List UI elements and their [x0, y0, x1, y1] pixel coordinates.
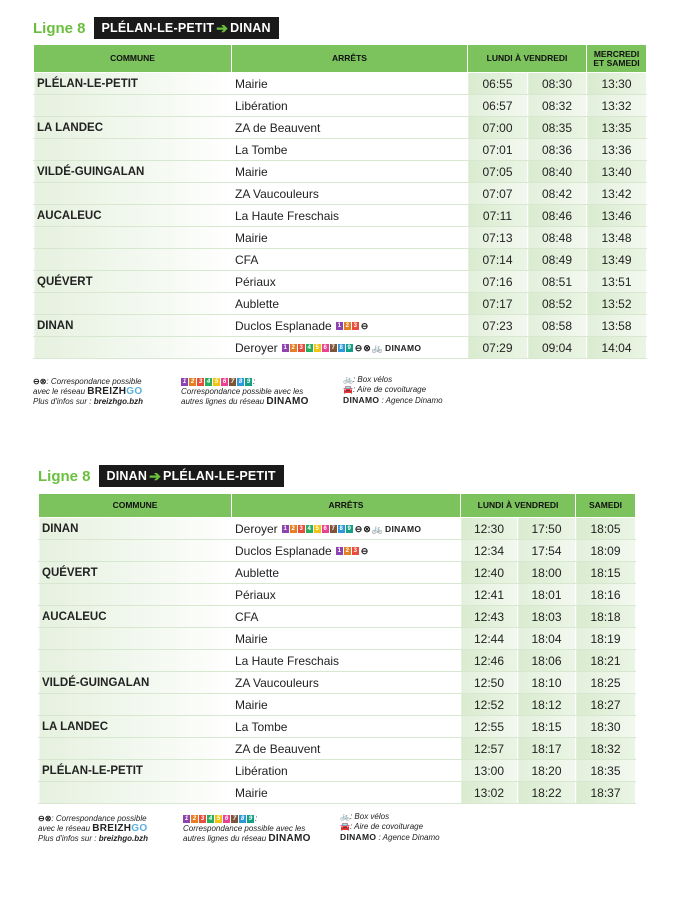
header-commune: COMMUNE [34, 45, 232, 73]
departure-time: 08:42 [528, 183, 587, 205]
legend-breizhgo: ⊖⊗: Correspondance possible avec le réseau BREIZHGO Plus d'infos sur : breizhgo.bzh [33, 377, 144, 406]
departure-time: 07:01 [468, 139, 528, 161]
commune-cell [34, 293, 232, 315]
timetable-body [34, 73, 647, 359]
breizhgo-logo: BREIZHGO [87, 386, 143, 397]
timetable-title [33, 16, 279, 40]
departure-time: 07:00 [468, 117, 528, 139]
table-row [39, 694, 636, 716]
line-chip: 7 [230, 378, 235, 385]
stop-name: Mairie [235, 785, 268, 800]
line-chip: 6 [224, 815, 229, 822]
departure-time: 18:04 [518, 628, 576, 650]
departure-time: 18:12 [518, 694, 576, 716]
legend-breizhgo: ⊖⊗: Correspondance possible avec le réseau BREIZHGO Plus d'infos sur : breizhgo.bzh [38, 814, 149, 843]
legend-services: 🚲: Box vélos 🚘: Aire de covoiturage DINAMO : Agence Dinamo [343, 375, 443, 405]
table-row [39, 760, 636, 782]
departure-time: 13:02 [461, 782, 518, 804]
legend-dinamo-lines: 1 2 3 4 5 6 7 8 9 : Correspondance possible avec les autres lignes du réseau DINAMO [181, 377, 309, 407]
line-chip: 9 [347, 345, 351, 352]
commune-cell [39, 738, 232, 760]
header-commune: COMMUNE [39, 494, 232, 518]
departure-time: 18:15 [576, 562, 636, 584]
stop-name: Deroyer [235, 521, 278, 536]
departure-time: 18:18 [576, 606, 636, 628]
departure-time: 09:04 [528, 337, 587, 359]
stop-name: CFA [235, 609, 259, 624]
commune-cell: DINAN [39, 518, 232, 540]
line-chip: 7 [331, 526, 335, 533]
departure-time: 12:43 [461, 606, 518, 628]
commune-cell: AUCALEUC [34, 205, 232, 227]
commune-cell [34, 183, 232, 205]
line-chip: 9 [347, 526, 351, 533]
line-chip: 4 [208, 815, 213, 822]
departure-time: 18:35 [576, 760, 636, 782]
line-chip: 2 [192, 815, 197, 822]
departure-time: 08:52 [528, 293, 587, 315]
stop-cell [232, 562, 461, 584]
line-chip: 9 [246, 378, 251, 385]
line-chip: 3 [200, 815, 205, 822]
departure-time: 08:35 [528, 117, 587, 139]
commune-cell: QUÉVERT [34, 271, 232, 293]
breizhgo-icon: ⊖ [360, 320, 369, 331]
departure-time: 07:29 [468, 337, 528, 359]
departure-time: 07:05 [468, 161, 528, 183]
departure-time: 12:40 [461, 562, 518, 584]
stop-name: Périaux [235, 587, 276, 602]
stop-cell [232, 694, 461, 716]
stop-name: Deroyer [235, 340, 278, 355]
stop-cell [232, 117, 468, 139]
stop-name: ZA de Beauvent [235, 120, 321, 135]
arrow-right-icon: ➔ [216, 19, 229, 36]
line-chip: 2 [345, 548, 349, 555]
departure-time: 13:00 [461, 760, 518, 782]
stop-cell [232, 738, 461, 760]
departure-time: 18:32 [576, 738, 636, 760]
stop-cell [232, 205, 468, 227]
table-row [39, 540, 636, 562]
bike-box-icon: 🚲 [371, 523, 383, 534]
timetable-table [33, 44, 647, 359]
stop-cell [232, 540, 461, 562]
stop-name: CFA [235, 252, 259, 267]
stop-name: La Haute Freschais [235, 208, 340, 223]
line-label: Ligne 8 [38, 467, 91, 485]
departure-time: 12:44 [461, 628, 518, 650]
table-row [39, 562, 636, 584]
departure-time: 12:50 [461, 672, 518, 694]
table-header-row [34, 45, 647, 73]
table-row [39, 716, 636, 738]
table-row [34, 271, 647, 293]
line-chip: 5 [214, 378, 219, 385]
line-chip: 5 [216, 815, 221, 822]
breizhgo-icon: ⊗ [363, 523, 371, 534]
stop-cell [232, 227, 468, 249]
commune-cell [34, 337, 232, 359]
departure-time: 08:32 [528, 95, 587, 117]
stop-name: Mairie [235, 230, 268, 245]
stop-name: ZA de Beauvent [235, 741, 321, 756]
table-row [34, 73, 647, 95]
stop-cell [232, 782, 461, 804]
stop-cell [232, 161, 468, 183]
commune-cell: LA LANDEC [39, 716, 232, 738]
header-period-1: LUNDI À VENDREDI [461, 494, 576, 518]
departure-time: 12:34 [461, 540, 518, 562]
stop-cell [232, 518, 461, 540]
departure-time: 18:17 [518, 738, 576, 760]
line-chip: 3 [198, 378, 203, 385]
departure-time: 17:50 [518, 518, 576, 540]
departure-time: 18:30 [576, 716, 636, 738]
table-header-row [39, 494, 636, 518]
header-period-2: MERCREDI ET SAMEDI [587, 45, 647, 73]
line-chip: 2 [291, 345, 295, 352]
departure-time: 07:13 [468, 227, 528, 249]
table-row [34, 337, 647, 359]
stop-cell [232, 293, 468, 315]
stop-cell [232, 139, 468, 161]
stop-name: La Haute Freschais [235, 653, 340, 668]
departure-time: 08:46 [528, 205, 587, 227]
commune-cell: AUCALEUC [39, 606, 232, 628]
line-chip: 6 [323, 526, 327, 533]
stop-name: La Tombe [235, 719, 288, 734]
line-chip: 7 [331, 345, 335, 352]
stop-cell [232, 249, 468, 271]
stop-cell [232, 337, 468, 359]
stop-cell [232, 672, 461, 694]
stop-name: Aublette [235, 296, 280, 311]
commune-cell [39, 628, 232, 650]
table-row [39, 782, 636, 804]
line-chip: 1 [337, 548, 341, 555]
departure-time: 07:23 [468, 315, 528, 337]
departure-time: 13:42 [587, 183, 647, 205]
departure-time: 07:16 [468, 271, 528, 293]
dinamo-agency-logo: DINAMO [343, 395, 380, 405]
stop-name: La Tombe [235, 142, 288, 157]
line-chip: 8 [238, 378, 243, 385]
route-destination: DINAN [230, 21, 271, 35]
table-row [39, 672, 636, 694]
departure-time: 13:49 [587, 249, 647, 271]
table-row [39, 518, 636, 540]
line-chip: 1 [337, 323, 341, 330]
stop-name: Libération [235, 98, 288, 113]
table-row [34, 227, 647, 249]
table-row [39, 606, 636, 628]
table-row [39, 650, 636, 672]
stop-cell [232, 315, 468, 337]
stop-name: Mairie [235, 697, 268, 712]
departure-time: 07:17 [468, 293, 528, 315]
connection-chips [282, 524, 422, 535]
connection-chips [336, 546, 369, 557]
departure-time: 18:00 [518, 562, 576, 584]
departure-time: 08:36 [528, 139, 587, 161]
departure-time: 18:01 [518, 584, 576, 606]
departure-time: 18:27 [576, 694, 636, 716]
route-origin: PLÉLAN-LE-PETIT [101, 21, 215, 35]
breizhgo-logo: BREIZHGO [92, 823, 148, 834]
departure-time: 18:09 [576, 540, 636, 562]
stop-name: Mairie [235, 631, 268, 646]
commune-cell: LA LANDEC [34, 117, 232, 139]
departure-time: 12:55 [461, 716, 518, 738]
line-label: Ligne 8 [33, 19, 86, 37]
commune-cell: VILDÉ-GUINGALAN [39, 672, 232, 694]
connection-chips [336, 321, 369, 332]
route-badge [99, 465, 284, 487]
line-chip: 6 [222, 378, 227, 385]
departure-time: 13:46 [587, 205, 647, 227]
line-chips [183, 815, 255, 823]
departure-time: 06:57 [468, 95, 528, 117]
route-badge [94, 17, 279, 39]
stop-cell [232, 73, 468, 95]
stop-cell [232, 606, 461, 628]
table-row [39, 738, 636, 760]
stop-name: Aublette [235, 565, 280, 580]
commune-cell: DINAN [34, 315, 232, 337]
line-chip: 7 [232, 815, 237, 822]
departure-time: 12:57 [461, 738, 518, 760]
line-chip: 3 [299, 345, 303, 352]
line-chip: 5 [315, 526, 319, 533]
breizhgo-icon: ⊗ [363, 342, 371, 353]
commune-cell [34, 139, 232, 161]
route-destination: PLÉLAN-LE-PETIT [163, 469, 276, 483]
bike-box-icon: 🚲 [340, 812, 350, 821]
departure-time: 18:05 [576, 518, 636, 540]
dinamo-logo: DINAMO [385, 524, 422, 535]
stop-name: Libération [235, 763, 288, 778]
departure-time: 18:20 [518, 760, 576, 782]
breizhgo-icon: ⊖⊗ [33, 377, 47, 386]
table-row [34, 183, 647, 205]
departure-time: 12:52 [461, 694, 518, 716]
line-chip: 2 [291, 526, 295, 533]
table-row [34, 139, 647, 161]
line-chip: 9 [248, 815, 253, 822]
departure-time: 08:58 [528, 315, 587, 337]
stop-cell [232, 584, 461, 606]
departure-time: 06:55 [468, 73, 528, 95]
stop-cell [232, 760, 461, 782]
line-chip: 2 [190, 378, 195, 385]
line-chip: 4 [307, 345, 311, 352]
table-row [34, 117, 647, 139]
line-chip: 2 [345, 323, 349, 330]
stop-cell [232, 650, 461, 672]
commune-cell: VILDÉ-GUINGALAN [34, 161, 232, 183]
dinamo-logo: DINAMO [268, 833, 311, 844]
departure-time: 13:32 [587, 95, 647, 117]
stop-cell [232, 716, 461, 738]
table-row [39, 628, 636, 650]
connection-chips [282, 343, 422, 354]
commune-cell [34, 249, 232, 271]
line-chip: 8 [339, 345, 343, 352]
commune-cell [39, 584, 232, 606]
dinamo-logo: DINAMO [266, 396, 309, 407]
line-chip: 3 [299, 526, 303, 533]
line-chip: 1 [283, 345, 287, 352]
bike-box-icon: 🚲 [371, 342, 383, 353]
header-arrets: ARRÊTS [232, 45, 468, 73]
line-chip: 1 [184, 815, 189, 822]
departure-time: 13:48 [587, 227, 647, 249]
departure-time: 12:46 [461, 650, 518, 672]
stop-name: ZA Vaucouleurs [235, 675, 319, 690]
carpool-icon: 🚘 [343, 385, 353, 394]
line-chip: 6 [323, 345, 327, 352]
departure-time: 18:21 [576, 650, 636, 672]
breizhgo-icon: ⊖ [354, 342, 363, 353]
carpool-icon: 🚘 [340, 822, 350, 831]
departure-time: 12:30 [461, 518, 518, 540]
commune-cell [39, 540, 232, 562]
stop-name: Périaux [235, 274, 276, 289]
commune-cell [39, 650, 232, 672]
departure-time: 08:51 [528, 271, 587, 293]
departure-time: 08:40 [528, 161, 587, 183]
stop-cell [232, 95, 468, 117]
legend-services: 🚲: Box vélos 🚘: Aire de covoiturage DINAMO : Agence Dinamo [340, 812, 440, 842]
departure-time: 13:30 [587, 73, 647, 95]
table-row [39, 584, 636, 606]
departure-time: 17:54 [518, 540, 576, 562]
table-row [34, 205, 647, 227]
dinamo-logo: DINAMO [385, 343, 422, 354]
departure-time: 18:16 [576, 584, 636, 606]
departure-time: 12:41 [461, 584, 518, 606]
departure-time: 18:19 [576, 628, 636, 650]
departure-time: 08:49 [528, 249, 587, 271]
header-period-2: SAMEDI [576, 494, 636, 518]
line-chip: 8 [240, 815, 245, 822]
commune-cell: PLÉLAN-LE-PETIT [34, 73, 232, 95]
stop-cell [232, 183, 468, 205]
stop-cell [232, 628, 461, 650]
departure-time: 18:15 [518, 716, 576, 738]
bike-box-icon: 🚲 [343, 375, 353, 384]
line-chip: 4 [206, 378, 211, 385]
departure-time: 13:40 [587, 161, 647, 183]
table-row [34, 315, 647, 337]
line-chip: 1 [182, 378, 187, 385]
departure-time: 13:58 [587, 315, 647, 337]
header-period-1: LUNDI À VENDREDI [468, 45, 587, 73]
departure-time: 13:35 [587, 117, 647, 139]
line-chip: 3 [353, 323, 357, 330]
timetable-table [38, 493, 636, 804]
departure-time: 14:04 [587, 337, 647, 359]
departure-time: 18:03 [518, 606, 576, 628]
departure-time: 18:22 [518, 782, 576, 804]
stop-name: Duclos Esplanade [235, 318, 332, 333]
stop-name: Duclos Esplanade [235, 543, 332, 558]
route-origin: DINAN [106, 469, 148, 483]
commune-cell [34, 95, 232, 117]
line-chip: 1 [283, 526, 287, 533]
departure-time: 13:36 [587, 139, 647, 161]
timetable-body [39, 518, 636, 804]
stop-name: ZA Vaucouleurs [235, 186, 319, 201]
breizhgo-icon: ⊖ [354, 523, 363, 534]
commune-cell: PLÉLAN-LE-PETIT [39, 760, 232, 782]
line-chip: 3 [353, 548, 357, 555]
departure-time: 18:10 [518, 672, 576, 694]
line-chip: 4 [307, 526, 311, 533]
departure-time: 08:30 [528, 73, 587, 95]
departure-time: 13:51 [587, 271, 647, 293]
line-chip: 5 [315, 345, 319, 352]
arrow-right-icon: ➔ [149, 467, 162, 484]
departure-time: 07:07 [468, 183, 528, 205]
departure-time: 07:14 [468, 249, 528, 271]
line-chip: 8 [339, 526, 343, 533]
dinamo-agency-logo: DINAMO [340, 832, 377, 842]
commune-cell [39, 782, 232, 804]
table-row [34, 249, 647, 271]
departure-time: 07:11 [468, 205, 528, 227]
table-row [34, 293, 647, 315]
line-chips [181, 378, 253, 386]
departure-time: 13:52 [587, 293, 647, 315]
departure-time: 18:37 [576, 782, 636, 804]
table-row [34, 161, 647, 183]
departure-time: 18:06 [518, 650, 576, 672]
table-row [34, 95, 647, 117]
commune-cell [34, 227, 232, 249]
breizhgo-icon: ⊖⊗ [38, 814, 52, 823]
commune-cell [39, 694, 232, 716]
stop-cell [232, 271, 468, 293]
stop-name: Mairie [235, 76, 268, 91]
departure-time: 18:25 [576, 672, 636, 694]
stop-name: Mairie [235, 164, 268, 179]
breizhgo-icon: ⊖ [360, 545, 369, 556]
legend-dinamo-lines: 1 2 3 4 5 6 7 8 9 : Correspondance possible avec les autres lignes du réseau DINAMO [183, 814, 311, 844]
header-arrets: ARRÊTS [232, 494, 461, 518]
commune-cell: QUÉVERT [39, 562, 232, 584]
departure-time: 08:48 [528, 227, 587, 249]
timetable-title [38, 464, 284, 488]
